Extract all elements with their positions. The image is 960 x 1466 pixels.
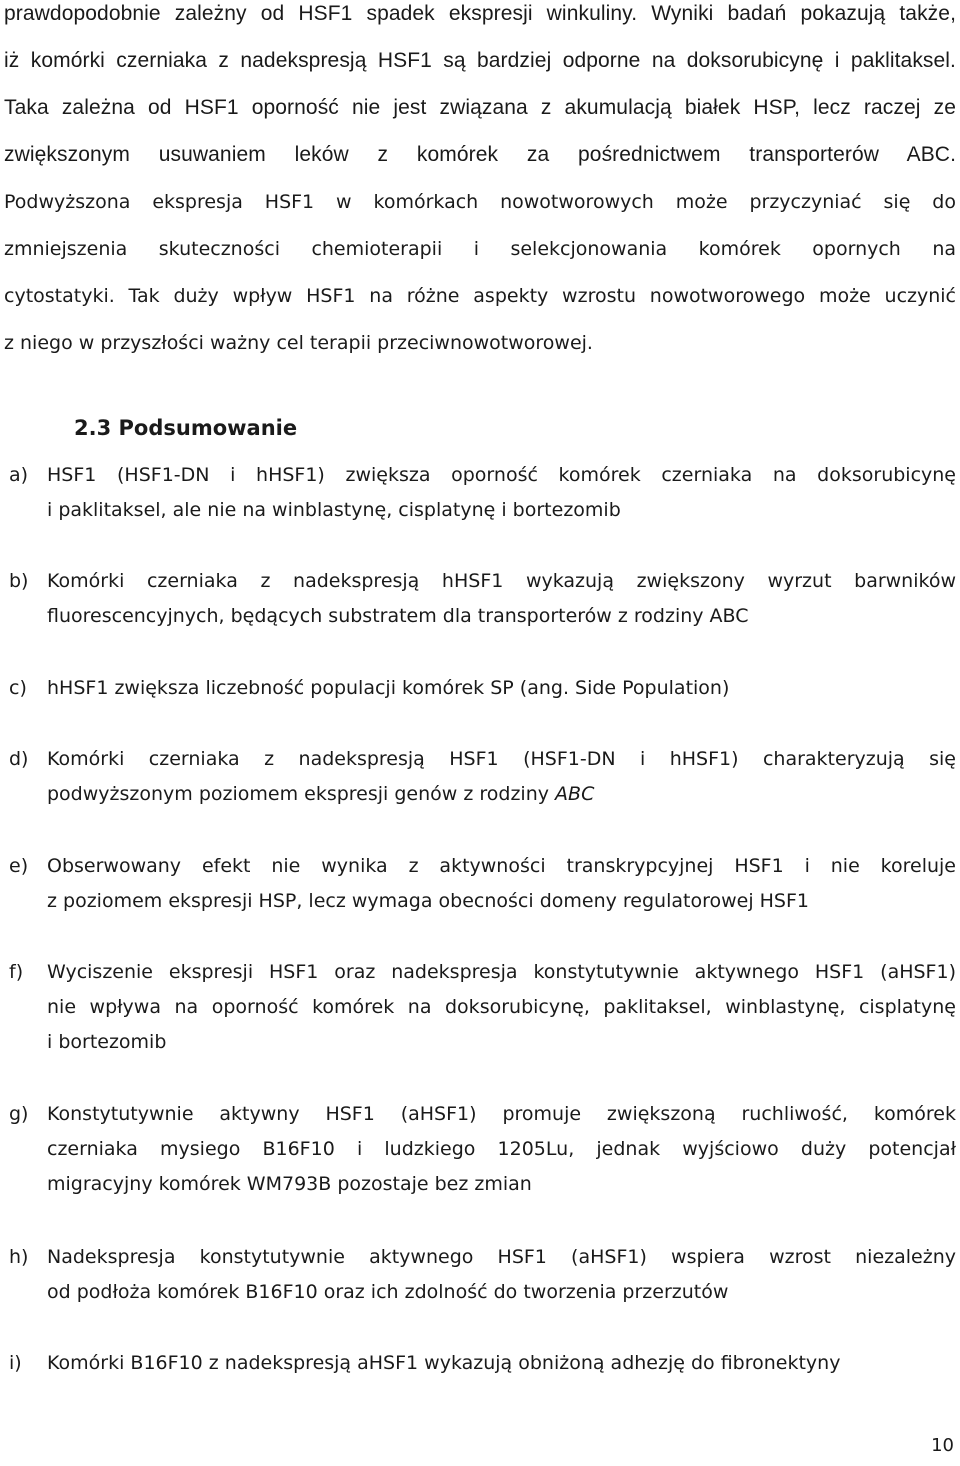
list-item-line: Komórki czerniaka z nadekspresją hHSF1 wykazują zwiększony wyrzut barwników xyxy=(47,570,956,592)
list-item-line: migracyjny komórek WM793B pozostaje bez zmian xyxy=(47,1173,532,1195)
list-marker: a) xyxy=(9,464,29,486)
list-marker: h) xyxy=(9,1246,29,1268)
list-item-line: hHSF1 zwiększa liczebność populacji komórek SP (ang. Side Population) xyxy=(47,677,730,699)
list-item-line: Komórki B16F10 z nadekspresją aHSF1 wykazują obniżoną adhezję do fibronektyny xyxy=(47,1352,841,1374)
page-number: 10 xyxy=(931,1435,954,1456)
list-item-line: podwyższonym poziomem ekspresji genów z rodziny ABC xyxy=(47,783,595,805)
italic-term: ABC xyxy=(555,783,595,805)
intro-line: iż komórki czerniaka z nadekspresją HSF1 są bardziej odporne na doksorubicynę i paklitaksel. xyxy=(4,49,956,72)
list-item-line: Obserwowany efekt nie wynika z aktywności transkrypcyjnej HSF1 i nie koreluje xyxy=(47,855,956,877)
list-item-line: fluorescencyjnych, będących substratem dla transporterów z rodziny ABC xyxy=(47,605,749,627)
list-item-line: Konstytutywnie aktywny HSF1 (aHSF1) promuje zwiększoną ruchliwość, komórek xyxy=(47,1103,956,1125)
intro-line: z niego w przyszłości ważny cel terapii przeciwnowotworowej. xyxy=(4,332,593,354)
list-item-line: z poziomem ekspresji HSP, lecz wymaga obecności domeny regulatorowej HSF1 xyxy=(47,890,810,912)
intro-line: zwiększonym usuwaniem leków z komórek za pośrednictwem transporterów ABC. xyxy=(4,143,956,166)
intro-line: cytostatyki. Tak duży wpływ HSF1 na różne aspekty wzrostu nowotworowego może uczynić xyxy=(4,285,956,307)
list-item-text xyxy=(47,458,956,528)
list-marker: e) xyxy=(9,855,29,877)
section-heading: 2.3 Podsumowanie xyxy=(74,416,298,440)
list-item-text xyxy=(47,742,956,812)
list-item-line: Komórki czerniaka z nadekspresją HSF1 (HSF1-DN i hHSF1) charakteryzują się xyxy=(47,748,956,770)
list-item-line: nie wpływa na oporność komórek na doksorubicynę, paklitaksel, winblastynę, cisplatynę xyxy=(47,996,956,1018)
list-item-line: czerniaka mysiego B16F10 i ludzkiego 1205Lu, jednak wyjściowo duży potencjał xyxy=(47,1138,956,1160)
list-item-line: od podłoża komórek B16F10 oraz ich zdolność do tworzenia przerzutów xyxy=(47,1281,729,1303)
list-marker: g) xyxy=(9,1103,29,1125)
list-item-line: HSF1 (HSF1-DN i hHSF1) zwiększa oporność komórek czerniaka na doksorubicynę xyxy=(47,464,956,486)
list-marker: d) xyxy=(9,748,29,770)
list-item-text xyxy=(47,849,956,919)
list-item-line: Nadekspresja konstytutywnie aktywnego HSF1 (aHSF1) wspiera wzrost niezależny xyxy=(47,1246,956,1268)
list-item-line: i bortezomib xyxy=(47,1031,167,1053)
intro-line: Taka zależna od HSF1 oporność nie jest związana z akumulacją białek HSP, lecz raczej ze xyxy=(4,96,956,119)
list-item-text xyxy=(47,671,956,706)
list-item-line: i paklitaksel, ale nie na winblastynę, cisplatynę i bortezomib xyxy=(47,499,621,521)
list-item-text xyxy=(47,564,956,634)
list-marker: i) xyxy=(9,1352,22,1374)
list-item-text xyxy=(47,1240,956,1310)
list-marker: b) xyxy=(9,570,29,592)
intro-paragraph xyxy=(4,0,956,376)
list-marker: c) xyxy=(9,677,27,699)
intro-line: prawdopodobnie zależny od HSF1 spadek ekspresji winkuliny. Wyniki badań pokazują także, xyxy=(4,2,956,25)
intro-line: Podwyższona ekspresja HSF1 w komórkach nowotworowych może przyczyniać się do xyxy=(4,191,956,213)
intro-line: zmniejszenia skuteczności chemioterapii i selekcjonowania komórek opornych na xyxy=(4,238,956,260)
list-item-text xyxy=(47,955,956,1060)
list-item-text xyxy=(47,1097,956,1202)
list-marker: f) xyxy=(9,961,24,983)
list-item-line: Wyciszenie ekspresji HSF1 oraz nadekspresja konstytutywnie aktywnego HSF1 (aHSF1) xyxy=(47,961,956,983)
list-item-text xyxy=(47,1346,956,1381)
